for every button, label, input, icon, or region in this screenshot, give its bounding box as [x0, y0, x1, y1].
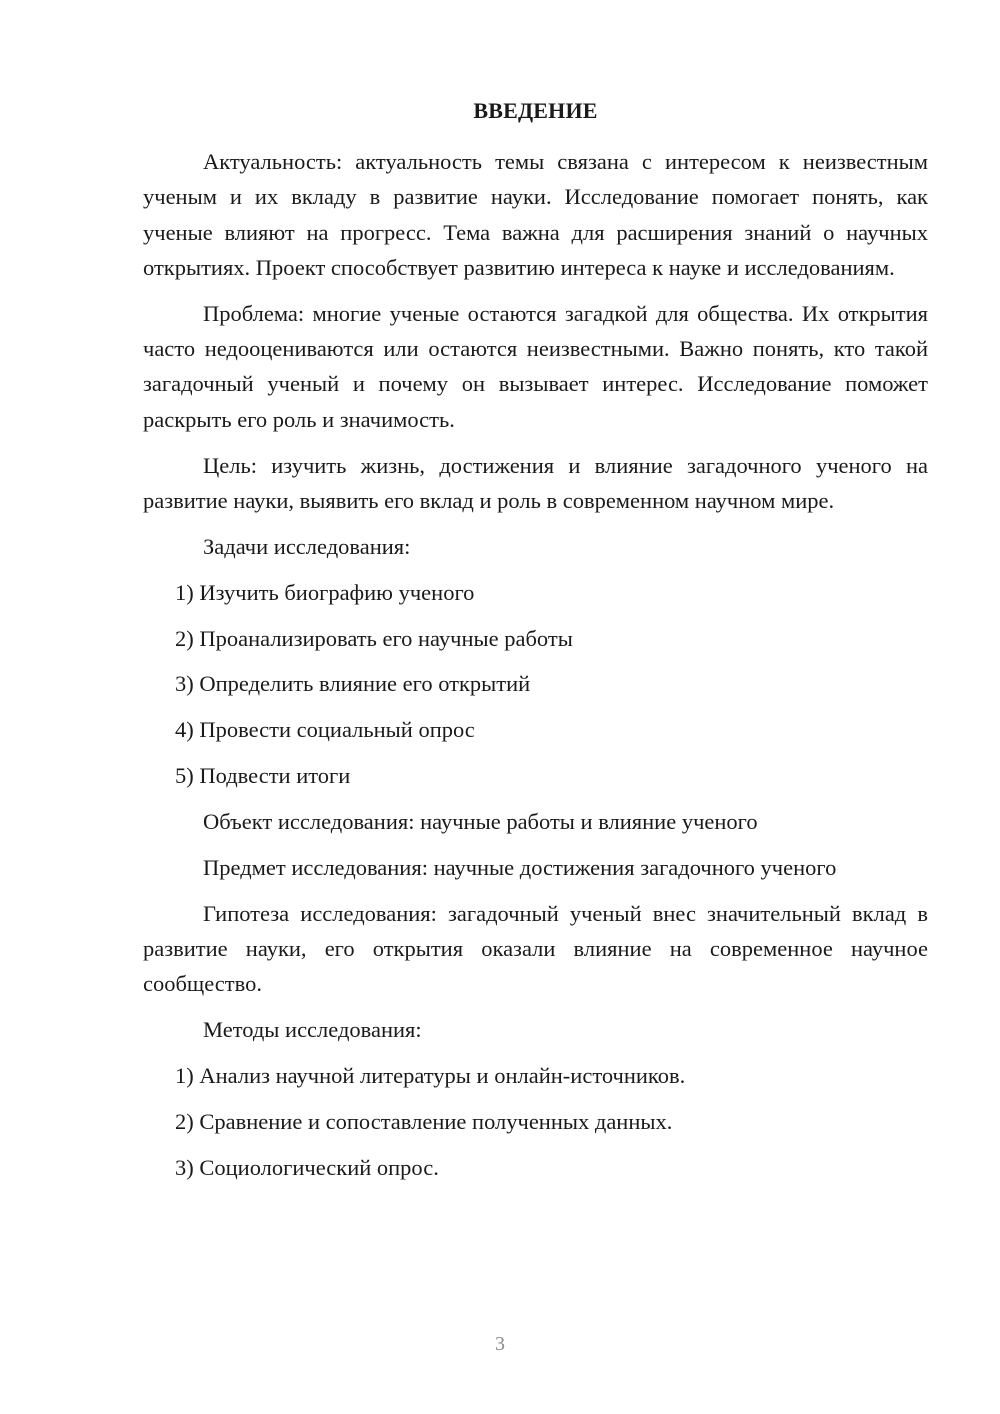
hypothesis-paragraph: Гипотеза исследования: загадочный ученый внес значительный вклад в развитие науки, его открытия оказали влияние на современное научное сообщество.	[143, 900, 928, 997]
task-item-5: 5) Подвести итоги	[175, 763, 351, 789]
method-item-1: 1) Анализ научной литературы и онлайн-источников.	[175, 1063, 686, 1089]
task-item-4: 4) Провести социальный опрос	[175, 717, 475, 743]
research-object: Объект исследования: научные работы и влияние ученого	[203, 809, 758, 835]
document-body	[143, 144, 928, 1185]
methods-heading: Методы исследования:	[203, 1017, 422, 1043]
relevance-paragraph: Актуальность: актуальность темы связана с интересом к неизвестным ученым и их вкладу в развитие науки. Исследование помогает понять, как ученые влияют на прогресс. Тема важна для расширения знаний о научных открытиях. Проект способствует развитию интереса к науке и исследованиям.	[143, 149, 928, 280]
section-title: ВВЕДЕНИЕ	[473, 98, 598, 123]
task-item-3: 3) Определить влияние его открытий	[175, 671, 531, 697]
research-subject: Предмет исследования: научные достижения загадочного ученого	[203, 854, 837, 880]
method-item-2: 2) Сравнение и сопоставление полученных данных.	[175, 1109, 673, 1135]
task-item-1: 1) Изучить биографию ученого	[175, 579, 475, 605]
method-item-3: 3) Социологический опрос.	[175, 1155, 439, 1181]
goal-paragraph: Цель: изучить жизнь, достижения и влияние загадочного ученого на развитие науки, выявить его вклад и роль в современном научном мире.	[143, 452, 928, 513]
task-item-2: 2) Проанализировать его научные работы	[175, 625, 573, 651]
problem-paragraph: Проблема: многие ученые остаются загадкой для общества. Их открытия часто недооцениваются или остаются неизвестными. Важно понять, кто такой загадочный ученый и почему он вызывает интерес. Исследование поможет раскрыть его роль и значимость.	[143, 300, 928, 432]
tasks-heading: Задачи исследования:	[203, 533, 411, 559]
page-number: 3	[495, 1333, 505, 1355]
